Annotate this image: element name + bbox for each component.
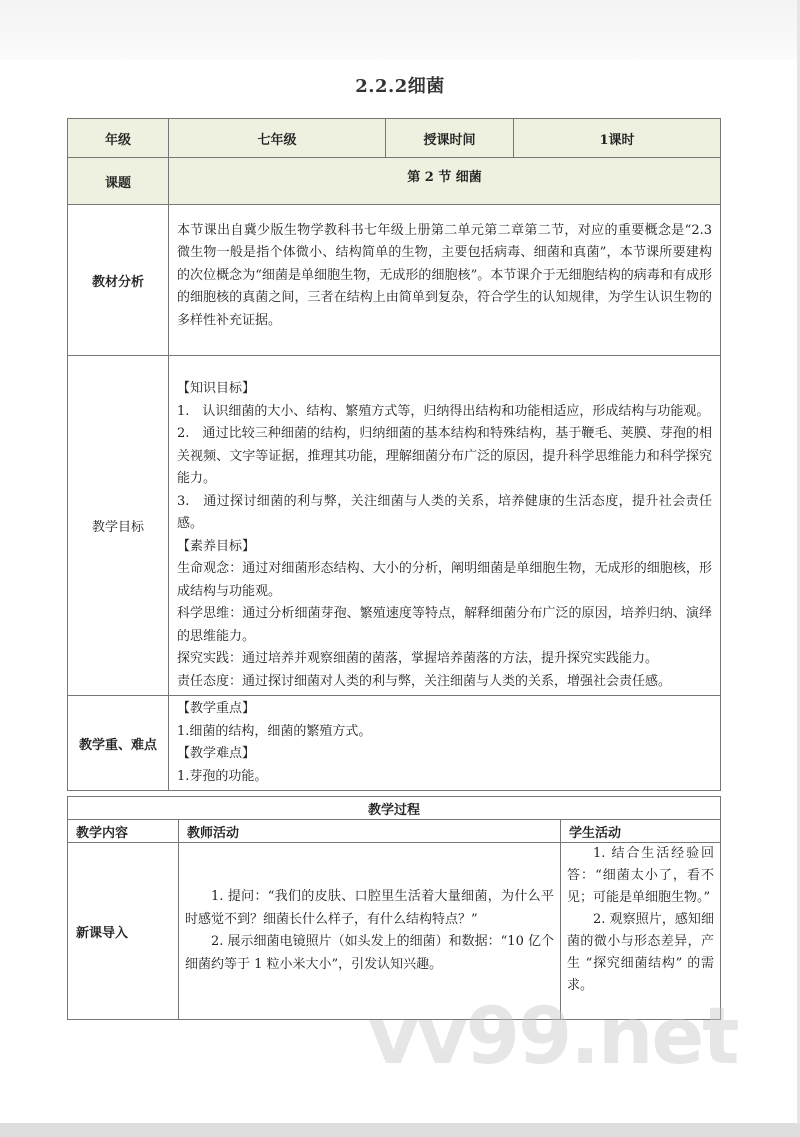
analysis-text: 本节课出自冀少版生物学教科书七年级上册第二单元第二章第二节，对应的重要概念是“2.3 微生物一般是指个体微小、结构简单的生物，主要包括病毒、细菌和真菌”，本节课所要建构的次位概念为“细菌是单细胞生物，无成形的细胞核”。本节课介于无细胞结构的病毒和有成形的细胞核的真菌之间，三者在结构上由简单到复杂，符合学生的认知规律，为学生认识生物的多样性补充证据。 bbox=[177, 222, 712, 328]
knowledge-item: 1. 认识细菌的大小、结构、繁殖方式等，归纳得出结构和功能相适应，形成结构与功能观。 bbox=[177, 403, 710, 419]
teacher-activity: 2. 展示细菌电镜照片（如头发上的细菌）和数据：“10 亿个细菌约等于 1 粒小米大小”，引发认知兴趣。 bbox=[185, 934, 554, 972]
process-title-row bbox=[68, 797, 721, 820]
knowledge-item: 3. 通过探讨细菌的利与弊，关注细菌与人类的关系，培养健康的生活态度，提升社会责任感。 bbox=[177, 493, 712, 531]
focus-heading: 【教学重点】 bbox=[177, 701, 256, 716]
analysis-row bbox=[68, 205, 721, 356]
difficulty-text: 1.芽孢的功能。 bbox=[177, 768, 268, 784]
objectives-label: 教学目标 bbox=[68, 356, 169, 696]
watermark: vv99.net bbox=[368, 992, 738, 1082]
grade-value: 七年级 bbox=[169, 119, 386, 158]
process-title: 教学过程 bbox=[68, 797, 721, 820]
page-bottom-bar bbox=[0, 1123, 800, 1137]
literacy-item: 探究实践：通过培养并观察细菌的菌落，掌握培养菌落的方法，提升探究实践能力。 bbox=[177, 651, 659, 666]
literacy-heading: 【素养目标】 bbox=[177, 538, 256, 554]
difficulty-heading: 【教学难点】 bbox=[177, 746, 256, 761]
key-points-row bbox=[68, 696, 721, 791]
teaching-process-table bbox=[67, 796, 721, 1020]
time-label: 授课时间 bbox=[386, 119, 514, 158]
process-content: 新课导入 bbox=[68, 843, 179, 1020]
page-top-shade bbox=[0, 0, 800, 60]
topic-label: 课题 bbox=[68, 158, 169, 205]
analysis-label: 教材分析 bbox=[68, 205, 169, 356]
topic-value: 第 2 节 细菌 bbox=[169, 158, 721, 205]
process-header-row bbox=[68, 820, 721, 843]
col-content: 教学内容 bbox=[68, 820, 179, 843]
grade-row bbox=[68, 119, 721, 158]
topic-row bbox=[68, 158, 721, 205]
key-points-label: 教学重、难点 bbox=[68, 696, 169, 791]
student-activity: 2. 观察照片，感知细菌的微小与形态差异，产生 “探究细菌结构” 的需求。 bbox=[567, 912, 714, 993]
literacy-item: 科学思维：通过分析细菌芽孢、繁殖速度等特点，解释细菌分布广泛的原因，培养归纳、演绎的思维能力。 bbox=[177, 606, 712, 644]
grade-label: 年级 bbox=[68, 119, 169, 158]
document-title: 2.2.2细菌 bbox=[355, 76, 445, 97]
lesson-info-table bbox=[67, 118, 721, 791]
student-activity: 1. 结合生活经验回答：“细菌太小了，看不见；可能是单细胞生物。” bbox=[567, 846, 714, 905]
objectives-row bbox=[68, 356, 721, 696]
teacher-activity: 1. 提问：“我们的皮肤、口腔里生活着大量细菌，为什么平时感觉不到？细菌长什么样子，有什么结构特点？” bbox=[185, 889, 554, 927]
col-teacher: 教师活动 bbox=[179, 820, 561, 843]
literacy-item: 生命观念：通过对细菌形态结构、大小的分析，阐明细菌是单细胞生物，无成形的细胞核，形成结构与功能观。 bbox=[177, 561, 712, 599]
focus-text: 1.细菌的结构，细菌的繁殖方式。 bbox=[177, 723, 372, 739]
time-value: 1课时 bbox=[514, 119, 721, 158]
col-student: 学生活动 bbox=[561, 820, 721, 843]
knowledge-item: 2. 通过比较三种细菌的结构，归纳细菌的基本结构和特殊结构，基于鞭毛、荚膜、芽孢的相关视频、文字等证据，推理其功能，理解细菌分布广泛的原因，提升科学思维能力和科学探究能力。 bbox=[177, 426, 712, 486]
literacy-item: 责任态度：通过探讨细菌对人类的利与弊，关注细菌与人类的关系，增强社会责任感。 bbox=[177, 673, 672, 689]
knowledge-heading: 【知识目标】 bbox=[177, 381, 256, 396]
